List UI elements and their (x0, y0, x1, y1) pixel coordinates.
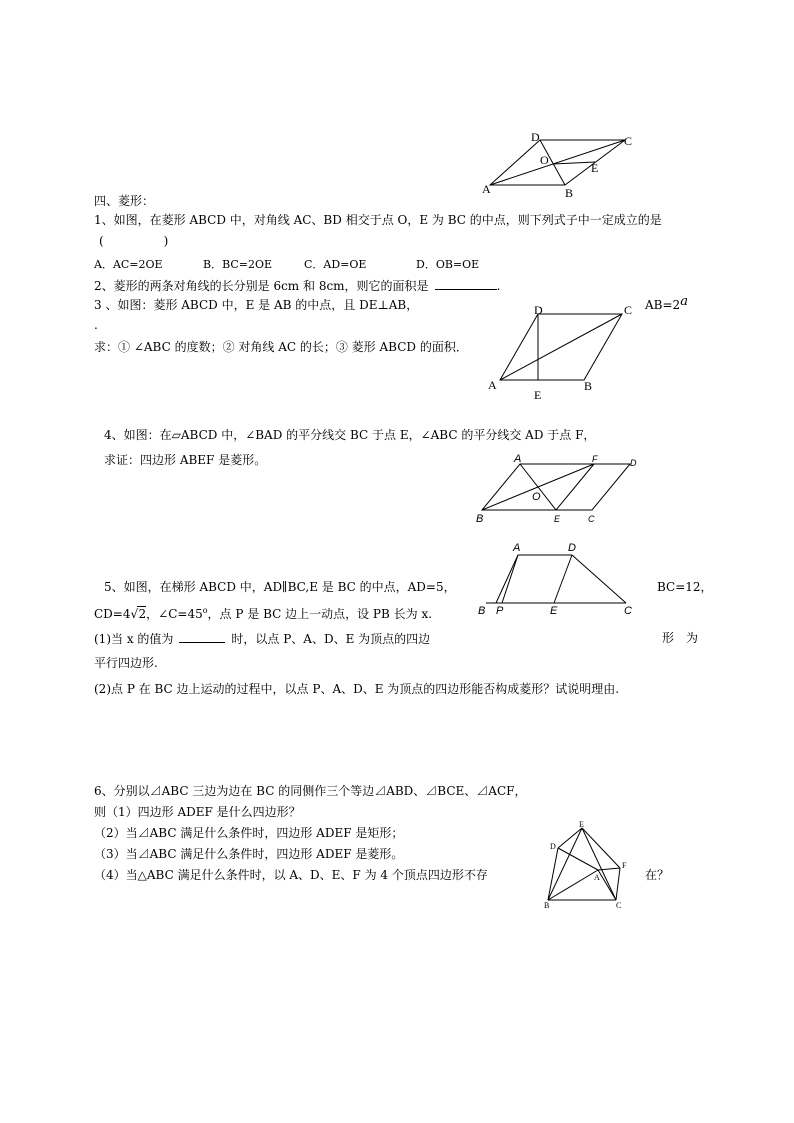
q5-part1-c: 形 为 (662, 631, 699, 645)
section-title: 四、菱形： (94, 194, 155, 208)
q3-dot: . (94, 318, 98, 332)
q5-degree: o (202, 606, 208, 615)
q4-text: 4、如图：在▱ABCD 中，∠BAD 的平分线交 BC 于点 E，∠ABC 的平分线交 AD 于点 F， (104, 428, 596, 442)
q1-option-a: A．AC=2OE (94, 258, 163, 271)
figure-q1-rhombus (480, 128, 640, 198)
q5-part1-a: (1)当 x 的值为 (94, 632, 174, 646)
q5-angle-val: 45 (187, 607, 203, 621)
figure-q4-parallelogram (474, 452, 644, 532)
label-A: A (488, 378, 497, 392)
label-C: C (588, 514, 595, 524)
q2-answer-blank[interactable] (435, 278, 497, 290)
q5-text: 5、如图，在梯形 ABCD 中，AD∥BC,E 是 BC 的中点，AD=5， (104, 580, 456, 594)
label-C: C (624, 303, 633, 317)
q3-text: 3 、如图：菱形 ABCD 中，E 是 AB 的中点，且 DE⊥AB， (94, 298, 419, 312)
label-B: B (565, 186, 574, 200)
label-E: E (550, 605, 558, 617)
label-B: B (476, 513, 484, 525)
label-A: A (594, 873, 600, 882)
label-E: E (554, 514, 561, 524)
label-F: F (622, 861, 627, 870)
q2-stem: 2、菱形的两条对角线的长分别是 6cm 和 8cm，则它的面积是 (94, 279, 429, 293)
q6-text: 6、分别以⊿ABC 三边为边在 BC 的同侧作三个等边⊿ABD、⊿BCE、⊿ACF， (94, 784, 527, 798)
q5-sqrt (131, 607, 147, 621)
q6-sub2: （2）当⊿ABC 满足什么条件时，四边形 ADEF 是矩形； (94, 826, 404, 840)
q5-answer-blank[interactable] (179, 631, 225, 643)
label-B: B (544, 901, 550, 910)
q6-sub3: （3）当⊿ABC 满足什么条件时，四边形 ADEF 是菱形。 (94, 847, 404, 861)
q6-sub4: （4）当△ABC 满足什么条件时，以 A、D、E、F 为 4 个顶点四边形不存 (94, 868, 488, 882)
q5-part2: (2)点 P 在 BC 边上运动的过程中，以点 P、A、D、E 为顶点的四边形能否构成菱形？试说明理由. (94, 682, 620, 696)
label-D: D (630, 458, 637, 468)
q3-ab-text (645, 294, 688, 313)
q5-cd-line (94, 604, 432, 621)
label-O: O (540, 153, 549, 167)
label-D: D (550, 842, 556, 851)
q5-part1 (94, 631, 430, 646)
q3-ab-var: a (680, 294, 688, 309)
label-P: P (496, 605, 504, 617)
label-D: D (531, 130, 540, 144)
figure-q6-triangles (542, 818, 634, 912)
label-A: A (514, 453, 522, 465)
q3-ab-label: AB=2 (645, 298, 681, 312)
label-D: D (568, 542, 576, 554)
label-A: A (513, 542, 521, 554)
label-C: C (616, 901, 622, 910)
label-C: C (624, 134, 633, 148)
q5-tail: ，点 P 是 BC 边上一动点，设 PB 长为 x. (207, 607, 433, 621)
sqrt-icon: √ (130, 607, 139, 621)
q1-text: 1、如图，在菱形 ABCD 中，对角线 AC、BD 相交于点 O，E 为 BC 的中点，则下列式子中一定成立的是 (94, 213, 662, 227)
q2-tail: . (496, 279, 501, 293)
label-E: E (579, 820, 584, 829)
label-D: D (534, 303, 543, 317)
q5-bc: BC=12， (657, 580, 713, 594)
q1-option-d: D．OB=OE (416, 258, 480, 271)
q5-angle: ，∠C= (146, 607, 188, 621)
q1-option-c: C．AD=OE (304, 258, 367, 271)
q5-cd: CD=4 (94, 607, 131, 621)
q2-text (94, 278, 500, 293)
q6-sub1: 则（1）四边形 ADEF 是什么四边形？ (94, 805, 301, 819)
q5-part1-b: 时，以点 P、A、D、E 为顶点的四边 (231, 632, 431, 646)
label-E: E (534, 388, 542, 402)
label-O: O (532, 491, 541, 503)
label-F: F (592, 454, 598, 464)
q5-part1-d: 平行四边形. (94, 656, 158, 670)
figure-q5-trapezoid (476, 538, 646, 618)
q4-prove: 求证：四边形 ABEF 是菱形。 (104, 453, 267, 467)
label-A: A (482, 182, 491, 196)
q5-radicand: 2 (138, 607, 147, 621)
q1-answer-paren: ( ) (99, 234, 169, 248)
q6-sub4-tail: 在？ (645, 868, 670, 882)
label-B: B (478, 605, 486, 617)
label-E: E (591, 161, 599, 175)
q1-option-b: B．BC=2OE (203, 258, 273, 271)
q3-ask: 求：① ∠ABC 的度数；② 对角线 AC 的长；③ 菱形 ABCD 的面积． (94, 340, 468, 354)
label-C: C (624, 605, 632, 617)
label-B: B (584, 379, 593, 393)
figure-q3-rhombus (486, 302, 646, 402)
